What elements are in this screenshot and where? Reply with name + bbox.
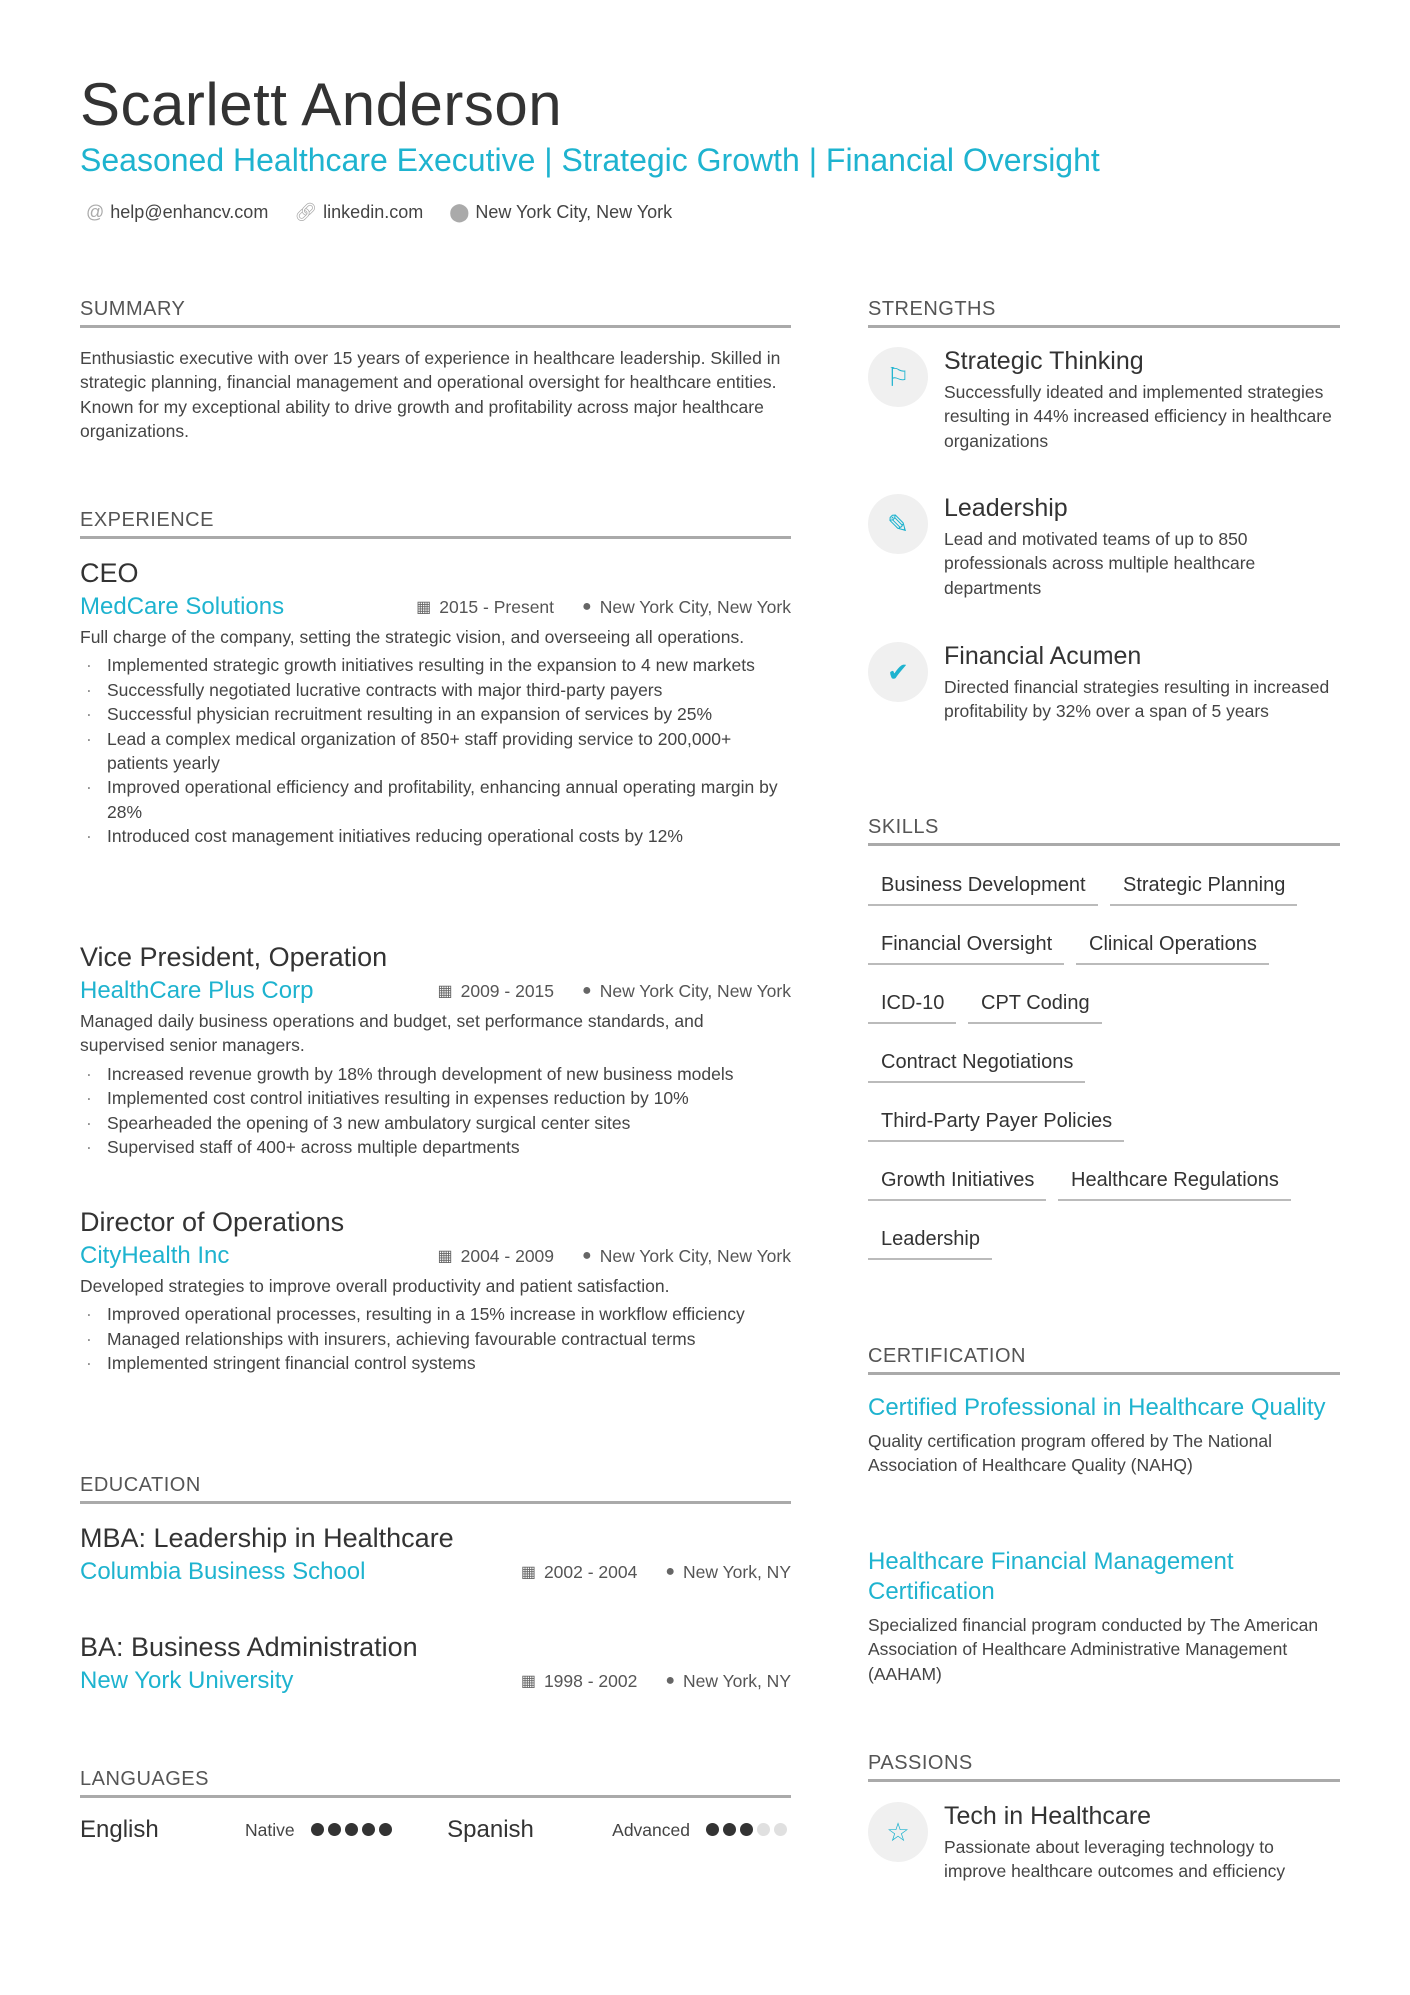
company-name: CityHealth Inc xyxy=(80,1242,230,1269)
company-name: MedCare Solutions xyxy=(80,593,285,620)
location-pin-icon: ⬤ xyxy=(449,202,470,222)
skill-tag: Healthcare Regulations xyxy=(1058,1169,1291,1201)
at-icon: @ xyxy=(86,202,105,222)
location-pin-icon: ● xyxy=(665,1672,676,1689)
job-bullets xyxy=(80,1302,791,1375)
language-name: Spanish xyxy=(447,1816,534,1843)
job-location: New York City, New York xyxy=(599,596,791,617)
experience-section xyxy=(80,509,791,539)
skill-tag: Third-Party Payer Policies xyxy=(868,1110,1124,1142)
strength-description: Successfully ideated and implemented strategies resulting in 44% increased efficiency in healthcare organizations xyxy=(944,382,1332,451)
strengths-section xyxy=(868,298,1340,328)
education-entry xyxy=(80,1632,791,1695)
skills-section xyxy=(868,816,1340,846)
job-title: Vice President, Operation xyxy=(80,942,388,972)
location-pin-icon: ● xyxy=(665,1563,676,1580)
skill-tag: Financial Oversight xyxy=(868,933,1064,965)
skill-tag: Growth Initiatives xyxy=(868,1169,1046,1201)
passions-section xyxy=(868,1752,1340,1782)
rating-dot xyxy=(362,1823,375,1836)
certification-description: Specialized financial program conducted by The American Association of Healthcare Administrative Management (AAHAM) xyxy=(868,1615,1319,1684)
language-name: English xyxy=(80,1816,159,1843)
link-icon: 🔗︎ xyxy=(294,202,318,222)
job-bullet: · Successfully negotiated lucrative contracts with major third-party payers xyxy=(80,678,791,702)
calendar-icon: ▦ xyxy=(437,983,453,1000)
job-bullet: · Lead a complex medical organization of 850+ staff providing service to 200,000+ patients yearly xyxy=(80,727,791,776)
linkedin-text: linkedin.com xyxy=(323,202,424,222)
flag-icon: ⚐ xyxy=(868,347,928,407)
section-heading: SKILLS xyxy=(868,816,1340,846)
job-dates: 2015 - Present xyxy=(439,596,555,617)
job-entry xyxy=(80,1207,791,1376)
language-item xyxy=(447,1816,791,1844)
rating-dot xyxy=(740,1823,753,1836)
strength-description: Lead and motivated teams of up to 850 professionals across multiple healthcare departments xyxy=(944,529,1256,598)
passion-description: Passionate about leveraging technology to improve healthcare outcomes and efficiency xyxy=(944,1837,1286,1882)
strength-title: Leadership xyxy=(944,494,1068,522)
location-pin-icon: ● xyxy=(582,982,592,999)
calendar-icon: ▦ xyxy=(520,1564,536,1581)
section-heading: EXPERIENCE xyxy=(80,509,791,539)
summary-text: Enthusiastic executive with over 15 years of experience in healthcare leadership. Skilled in strategic planning, financial management and operational oversight for healthcare entities. Known for my exceptional ability to drive growth and profitability across major healthcare organizations. xyxy=(80,348,781,442)
job-title: CEO xyxy=(80,558,139,588)
strength-title: Strategic Thinking xyxy=(944,347,1144,375)
certification-entry xyxy=(868,1547,1340,1686)
rating-dot xyxy=(311,1823,324,1836)
star-icon: ☆ xyxy=(868,1802,928,1862)
certification-section xyxy=(868,1345,1340,1375)
location-pin-icon: ● xyxy=(582,1247,592,1264)
rating-dot xyxy=(345,1823,358,1836)
section-heading: SUMMARY xyxy=(80,298,791,328)
job-description: Developed strategies to improve overall productivity and patient satisfaction. xyxy=(80,1276,670,1296)
section-heading: PASSIONS xyxy=(868,1752,1340,1782)
job-dates: 2004 - 2009 xyxy=(460,1245,555,1266)
language-level: Native xyxy=(245,1819,295,1840)
job-location: New York City, New York xyxy=(599,1245,791,1266)
job-bullet: · Improved operational processes, resulting in a 15% increase in workflow efficiency xyxy=(80,1302,791,1326)
job-bullet: · Implemented stringent financial control systems xyxy=(80,1351,791,1375)
language-level: Advanced xyxy=(612,1819,690,1840)
language-item xyxy=(80,1816,396,1844)
job-bullets xyxy=(80,653,791,848)
education-dates: 2002 - 2004 xyxy=(543,1561,638,1582)
job-description: Managed daily business operations and budget, set performance standards, and supervised senior managers. xyxy=(80,1011,704,1056)
job-bullet: · Supervised staff of 400+ across multiple departments xyxy=(80,1135,791,1159)
certification-title: Healthcare Financial Management Certification xyxy=(868,1548,1234,1605)
rating-dot xyxy=(757,1823,770,1836)
certification-description: Quality certification program offered by The National Association of Healthcare Quality (NAHQ) xyxy=(868,1431,1273,1476)
job-entry xyxy=(80,558,791,849)
job-bullet: · Implemented cost control initiatives resulting in expenses reduction by 10% xyxy=(80,1086,791,1110)
skill-tag: Strategic Planning xyxy=(1110,874,1297,906)
strength-title: Financial Acumen xyxy=(944,642,1142,670)
job-location: New York City, New York xyxy=(599,980,791,1001)
rating-dot xyxy=(379,1823,392,1836)
section-heading: LANGUAGES xyxy=(80,1768,791,1798)
degree: BA: Business Administration xyxy=(80,1632,418,1662)
certification-title: Certified Professional in Healthcare Quality xyxy=(868,1394,1326,1421)
job-bullets xyxy=(80,1062,791,1160)
passion-title: Tech in Healthcare xyxy=(944,1802,1152,1830)
skill-tag: Contract Negotiations xyxy=(868,1051,1085,1083)
job-bullet: · Successful physician recruitment resulting in an expansion of services by 25% xyxy=(80,702,791,726)
school-name: Columbia Business School xyxy=(80,1558,366,1585)
check-icon: ✔ xyxy=(868,642,928,702)
calendar-icon: ▦ xyxy=(416,599,432,616)
job-bullet: · Improved operational efficiency and profitability, enhancing annual operating margin by 28% xyxy=(80,775,791,824)
section-heading: STRENGTHS xyxy=(868,298,1340,328)
education-location: New York, NY xyxy=(683,1561,791,1582)
calendar-icon: ▦ xyxy=(437,1248,453,1265)
location-pin-icon: ● xyxy=(582,598,592,615)
language-rating xyxy=(311,1820,396,1841)
strength-description: Directed financial strategies resulting in increased profitability by 32% over a span of 5 years xyxy=(944,677,1330,722)
degree: MBA: Leadership in Healthcare xyxy=(80,1523,454,1553)
rating-dot xyxy=(723,1823,736,1836)
strength-item xyxy=(868,494,1340,600)
email-contact[interactable] xyxy=(86,202,268,223)
skill-tag: ICD-10 xyxy=(868,992,956,1024)
rating-dot xyxy=(706,1823,719,1836)
job-bullet: · Managed relationships with insurers, achieving favourable contractual terms xyxy=(80,1327,791,1351)
email-text: help@enhancv.com xyxy=(110,202,269,222)
linkedin-contact[interactable] xyxy=(294,202,423,223)
job-entry xyxy=(80,942,791,1159)
candidate-name: Scarlett Anderson xyxy=(80,71,563,138)
location-contact xyxy=(449,202,672,223)
headline: Seasoned Healthcare Executive | Strategic Growth | Financial Oversight xyxy=(80,142,1100,178)
education-location: New York, NY xyxy=(683,1670,791,1691)
education-entry xyxy=(80,1523,791,1586)
job-bullet: · Implemented strategic growth initiatives resulting in the expansion to 4 new markets xyxy=(80,653,791,677)
company-name: HealthCare Plus Corp xyxy=(80,977,314,1004)
location-text: New York City, New York xyxy=(475,202,673,222)
education-section xyxy=(80,1474,791,1504)
job-dates: 2009 - 2015 xyxy=(460,980,555,1001)
language-rating xyxy=(706,1820,791,1841)
contact-info xyxy=(86,202,672,223)
skill-tag: CPT Coding xyxy=(968,992,1102,1024)
passion-item xyxy=(868,1802,1340,1884)
skill-tag: Clinical Operations xyxy=(1076,933,1269,965)
job-bullet: · Spearheaded the opening of 3 new ambulatory surgical center sites xyxy=(80,1111,791,1135)
job-description: Full charge of the company, setting the strategic vision, and overseeing all operations. xyxy=(80,627,745,647)
job-bullet: · Increased revenue growth by 18% through development of new business models xyxy=(80,1062,791,1086)
education-dates: 1998 - 2002 xyxy=(543,1670,638,1691)
skill-tag: Leadership xyxy=(868,1228,992,1260)
section-heading: EDUCATION xyxy=(80,1474,791,1504)
school-name: New York University xyxy=(80,1667,294,1694)
skill-tag: Business Development xyxy=(868,874,1098,906)
strength-item xyxy=(868,347,1340,453)
job-bullet: · Introduced cost management initiatives reducing operational costs by 12% xyxy=(80,824,791,848)
strength-item xyxy=(868,642,1340,724)
magic-wand-icon: ✎ xyxy=(868,494,928,554)
section-heading: CERTIFICATION xyxy=(868,1345,1340,1375)
calendar-icon: ▦ xyxy=(520,1673,536,1690)
rating-dot xyxy=(328,1823,341,1836)
job-title: Director of Operations xyxy=(80,1207,345,1237)
summary-section xyxy=(80,298,791,444)
languages-section xyxy=(80,1768,791,1844)
certification-entry xyxy=(868,1393,1340,1478)
rating-dot xyxy=(774,1823,787,1836)
